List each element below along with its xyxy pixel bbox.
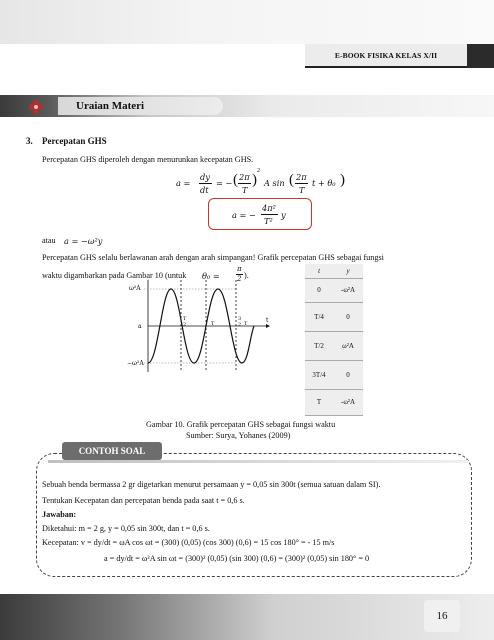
footer-banner: [0, 594, 494, 640]
top-decoration: [0, 0, 494, 44]
table-header-y: y: [333, 264, 363, 278]
acceleration-calculation: a = dy/dt = ω²A sin ωt = (300)² (0,05) (sin 300) (0,6) = (300)² (0,05) sin 180° = 0: [104, 554, 370, 563]
intro-text: Percepatan GHS diperoleh dengan menurunkan kecepatan GHS.: [42, 155, 254, 164]
example-line-2: Tentukan Kecepatan dan percepatan benda pada saat t = 0,6 s.: [42, 496, 245, 505]
tick-label-t2: T: [211, 321, 215, 327]
acceleration-table: [305, 264, 363, 416]
table-row: T -ω²A: [305, 389, 363, 415]
tick-label-t3: T: [244, 321, 248, 327]
velocity-calculation: Kecepatan: v = dy/dt = ωA cos ωt = (300) (0,05) (cos 300) (0,6) = 15 cos 180° = - 15 m/s: [42, 538, 335, 547]
known-values: Diketahui: m = 2 g, y = 0,05 sin 300t, dan t = 0,6 s.: [42, 524, 210, 533]
y-top-label: ω²A: [129, 285, 141, 292]
figure-caption: Gambar 10. Grafik percepatan GHS sebagai fungsi waktu: [146, 420, 336, 429]
x-axis-arrow-icon: [266, 324, 270, 328]
alt-formula: a = −ω²y: [64, 236, 103, 246]
y-mid-label: a: [138, 323, 142, 330]
table-row: 0 -ω²A: [305, 278, 363, 302]
section-title: Uraian Materi: [58, 97, 223, 115]
tick-label-n3: 3: [238, 316, 242, 322]
example-tab-bar: [48, 460, 468, 463]
alt-prefix: atau: [42, 236, 56, 245]
tick-label-t1: T: [183, 316, 187, 322]
table-row: 3T/4 0: [305, 360, 363, 389]
ebook-header-title: E-BOOK FISIKA KELAS X/II: [305, 44, 467, 68]
example-tab: CONTOH SOAL: [62, 442, 162, 460]
flower-icon: [28, 99, 44, 115]
tick-label-d3: 2: [238, 322, 242, 328]
answer-label: Jawaban:: [42, 510, 77, 519]
y-bottom-label: −ω²A: [127, 360, 144, 367]
subsection-number: 3.: [26, 136, 33, 146]
acceleration-graph: [126, 276, 276, 376]
paragraph-line-1: Percepatan GHS selalu berlawanan arah dengan arah simpangan! Grafik percepatan GHS sebagai fungsi: [42, 253, 384, 262]
tick-label-d1: 2: [183, 322, 187, 328]
page-number: 16: [424, 600, 460, 632]
figure-source: Sumber: Surya, Yohanes (2009): [186, 431, 291, 440]
x-axis-label: t: [266, 317, 269, 324]
table-header-t: t: [305, 264, 333, 278]
header-corner-block: [467, 44, 494, 68]
table-row: T/4 0: [305, 302, 363, 331]
table-row: T/2 ω²A: [305, 331, 363, 360]
example-line-1: Sebuah benda bermassa 2 gr digetarkan menurut persamaan y = 0,05 sin 300t (semua satuan dalam SI).: [42, 480, 381, 489]
formula-box: [208, 198, 312, 230]
subsection-title: Percepatan GHS: [42, 136, 107, 146]
